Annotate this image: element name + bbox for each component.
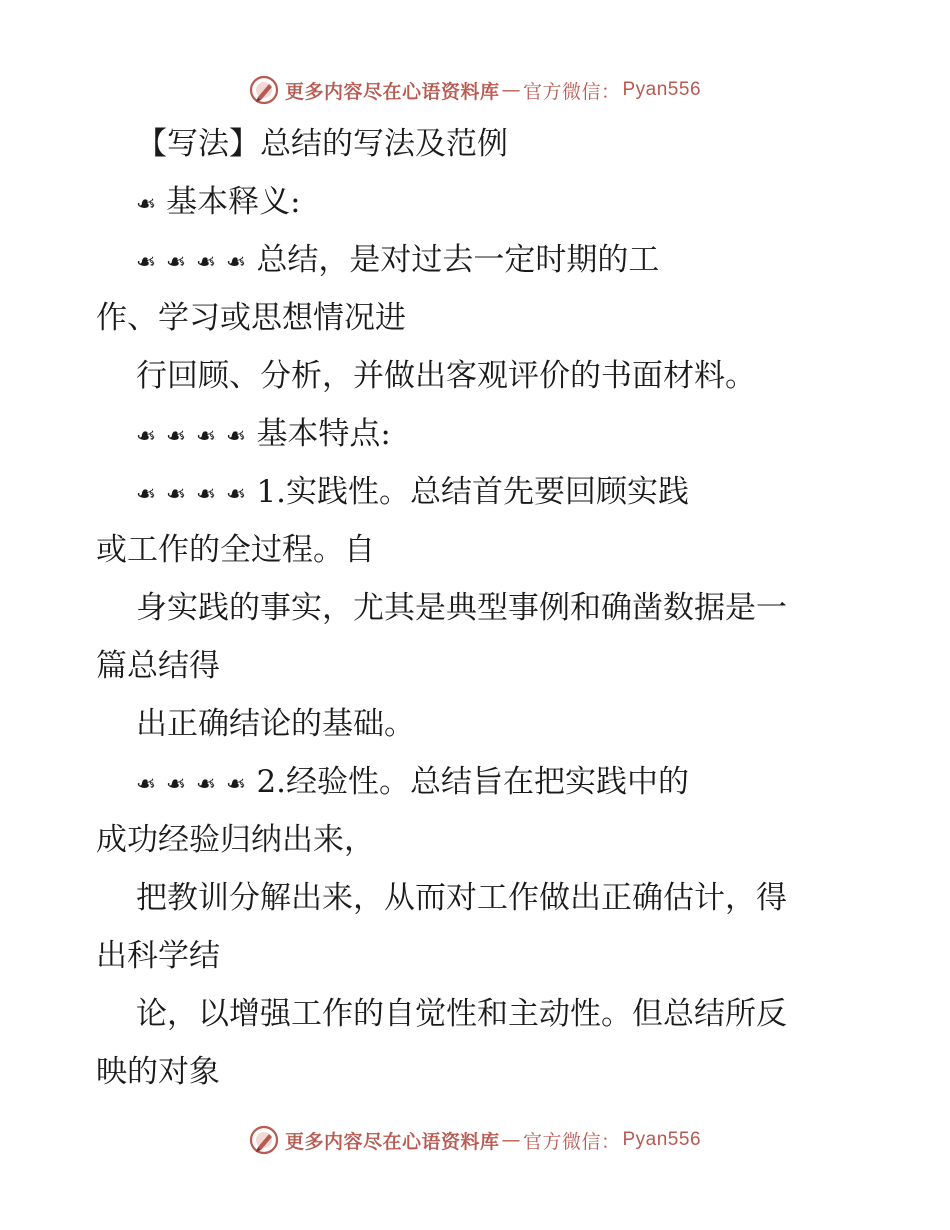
paragraph-line: 行回顾、分析，并做出客观评价的书面材料。 (136, 358, 756, 394)
document-title: 【写法】总结的写法及范例 (136, 126, 508, 162)
floral-bullet-icon: ❧ (196, 248, 217, 276)
footer-separator: — (501, 1129, 521, 1151)
footer-banner (0, 1120, 950, 1160)
paragraph-line (136, 240, 659, 282)
heading-text: 基本释义: (166, 184, 301, 220)
footer-handle: Pyan556 (622, 1129, 702, 1150)
floral-bullet-icon: ❧ (136, 248, 157, 276)
paragraph-line: 成功经验归纳出来， (96, 822, 375, 858)
paragraph-line: 作、学习或思想情况进 (96, 300, 406, 336)
header-separator: — (501, 79, 521, 101)
paragraph-line: 把教训分解出来，从而对工作做出正确估计，得 (136, 880, 787, 916)
floral-bullet-icon: ❧ (166, 770, 187, 798)
floral-bullet-icon: ❧ (226, 248, 247, 276)
floral-bullet-icon: ❧ (196, 770, 217, 798)
paragraph-line: 映的对象 (96, 1054, 220, 1090)
floral-bullet-icon: ❧ (196, 422, 217, 450)
floral-bullet-icon: ❧ (166, 480, 187, 508)
floral-bullet-icon: ❧ (226, 422, 247, 450)
paragraph-line (136, 472, 689, 514)
paragraph-line: 或工作的全过程。自 (96, 532, 375, 568)
floral-bullet-icon: ❧ (226, 480, 247, 508)
paragraph-line: 论，以增强工作的自觉性和主动性。但总结所反 (136, 996, 787, 1032)
paragraph-line: 身实践的事实，尤其是典型事例和确凿数据是一 (136, 590, 787, 626)
floral-bullet-icon: ❧ (136, 480, 157, 508)
header-handle: Pyan556 (622, 79, 702, 100)
footer-wechat-label: 官方微信： (522, 1130, 621, 1153)
paragraph-line (136, 762, 689, 804)
pen-logo-icon (249, 1125, 279, 1155)
heading-text: 基本特点: (256, 416, 391, 452)
section-heading-definition (136, 182, 301, 224)
floral-bullet-icon: ❧ (226, 770, 247, 798)
floral-bullet-icon: ❧ (166, 248, 187, 276)
header-banner (0, 70, 950, 110)
header-wechat-label: 官方微信： (522, 80, 621, 103)
pen-logo-icon (249, 75, 279, 105)
paragraph-text: 2.经验性。总结旨在把实践中的 (256, 764, 690, 800)
floral-bullet-icon: ❧ (136, 422, 157, 450)
floral-bullet-icon: ❧ (166, 422, 187, 450)
floral-bullet-icon: ❧ (136, 190, 157, 218)
paragraph-line: 篇总结得 (96, 648, 220, 684)
paragraph-line: 出正确结论的基础。 (136, 706, 415, 742)
paragraph-text: 总结，是对过去一定时期的工 (256, 242, 660, 278)
paragraph-line: 出科学结 (96, 938, 220, 974)
floral-bullet-icon: ❧ (136, 770, 157, 798)
paragraph-text: 1.实践性。总结首先要回顾实践 (256, 474, 690, 510)
header-brand: 更多内容尽在心语资料库 (284, 80, 500, 103)
floral-bullet-icon: ❧ (196, 480, 217, 508)
footer-brand: 更多内容尽在心语资料库 (284, 1130, 500, 1153)
section-heading-features (136, 414, 391, 456)
